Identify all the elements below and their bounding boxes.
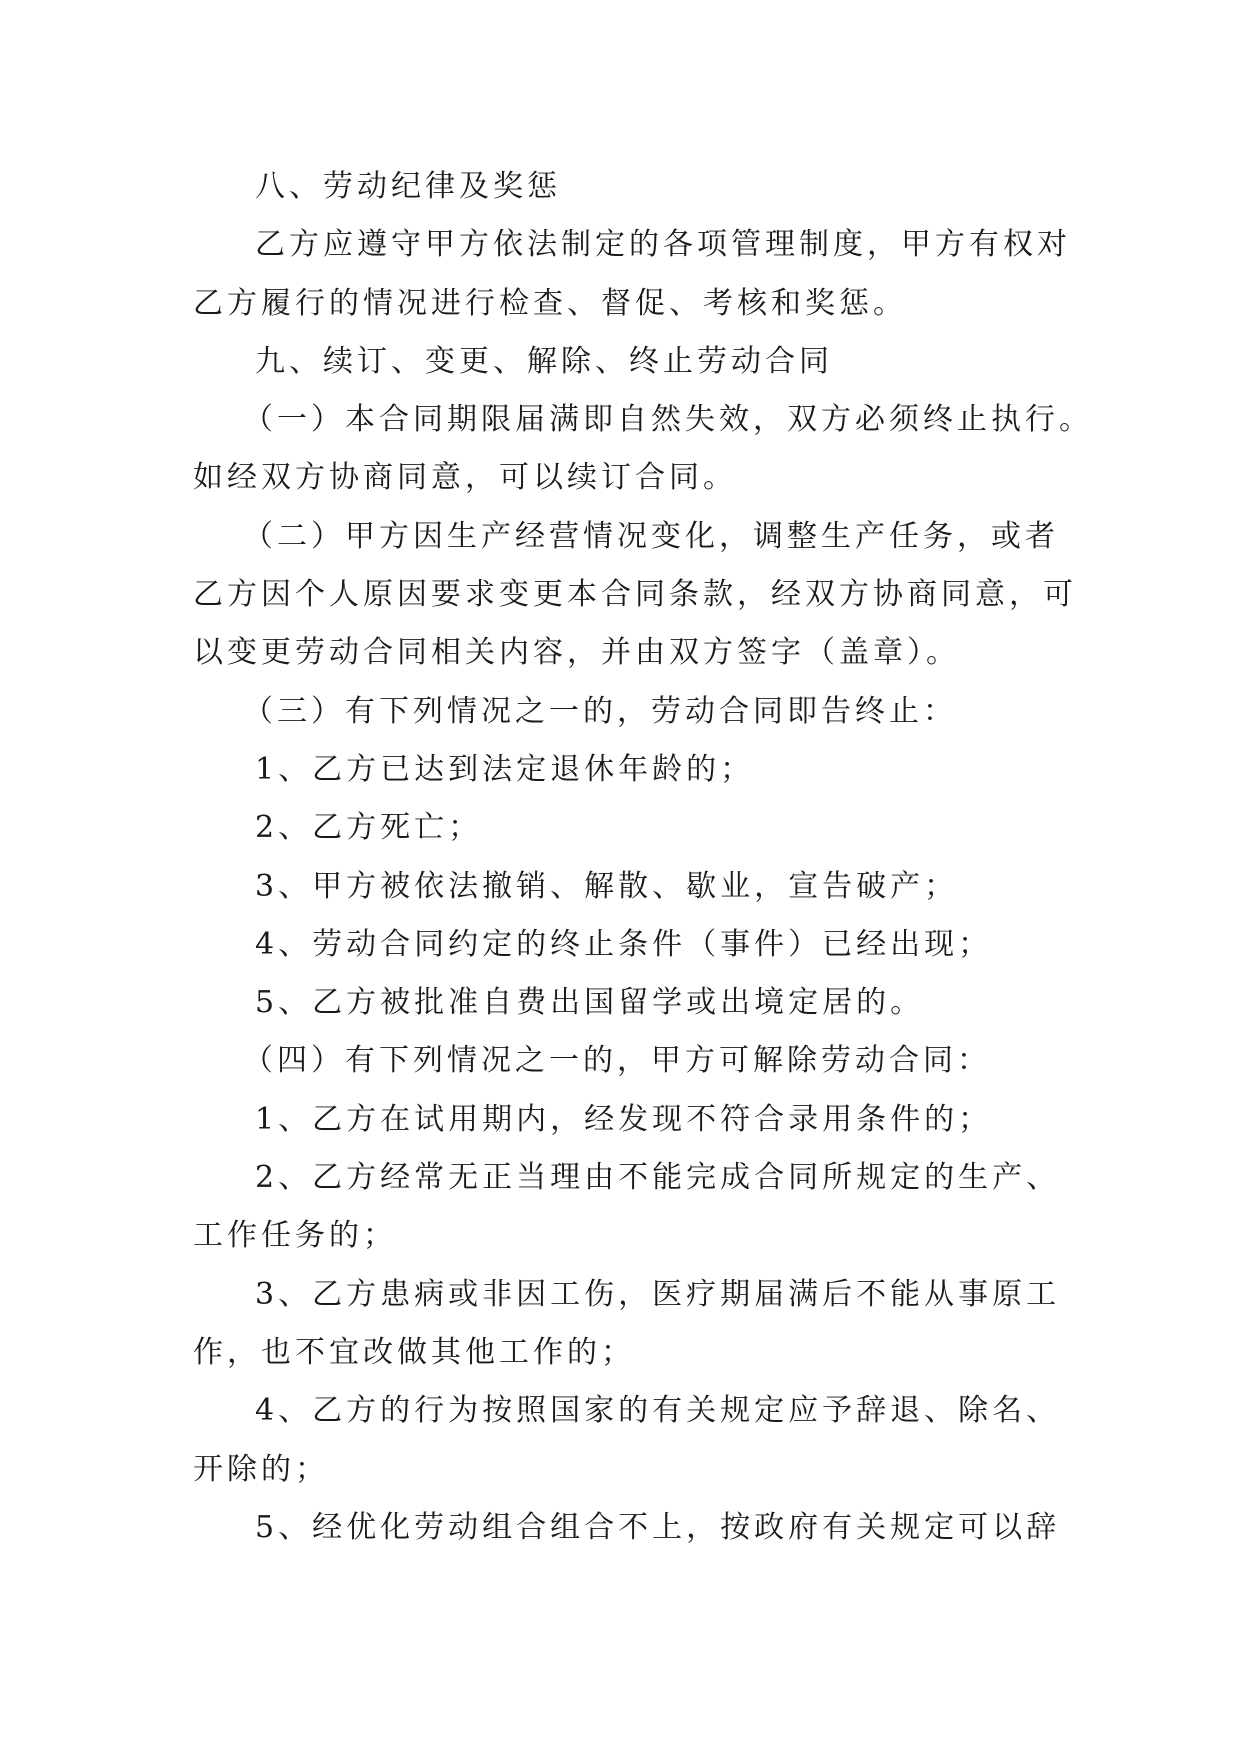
paragraph-line: （二）甲方因生产经营情况变化，调整生产任务，或者 [243,518,1059,554]
list-item: 1、乙方在试用期内，经发现不符合录用条件的； [255,1101,993,1137]
paragraph-line: 乙方履行的情况进行检查、督促、考核和奖惩。 [193,285,907,321]
paragraph-line: （三）有下列情况之一的，劳动合同即告终止： [243,693,957,729]
paragraph-line: （四）有下列情况之一的，甲方可解除劳动合同： [243,1043,991,1079]
list-item-continuation: 作，也不宜改做其他工作的； [193,1334,635,1370]
list-item: 4、劳动合同约定的终止条件（事件）已经出现； [255,926,993,962]
list-item-continuation: 开除的； [193,1451,329,1487]
list-item: 2、乙方死亡； [255,810,483,846]
list-item: 5、乙方被批准自费出国留学或出境定居的。 [255,985,925,1021]
paragraph-line: （一）本合同期限届满即自然失效，双方必须终止执行。 [243,402,1093,438]
section-heading-9: 九、续订、变更、解除、终止劳动合同 [255,343,833,379]
paragraph-line: 以变更劳动合同相关内容，并由双方签字（盖章）。 [193,635,960,671]
paragraph-line: 乙方因个人原因要求变更本合同条款，经双方协商同意，可 [193,577,1077,613]
document-body [193,158,1093,1557]
list-item: 5、经优化劳动组合组合不上，按政府有关规定可以辞 [255,1509,1061,1545]
paragraph-line: 乙方应遵守甲方依法制定的各项管理制度，甲方有权对 [255,227,1071,263]
list-item: 2、乙方经常无正当理由不能完成合同所规定的生产、 [255,1160,1061,1196]
list-item-continuation: 工作任务的； [193,1218,397,1254]
list-item: 3、甲方被依法撤销、解散、歇业，宣告破产； [255,868,959,904]
list-item: 1、乙方已达到法定退休年龄的； [255,751,755,787]
list-item: 4、乙方的行为按照国家的有关规定应予辞退、除名、 [255,1393,1061,1429]
list-item: 3、乙方患病或非因工伤，医疗期届满后不能从事原工 [255,1276,1061,1312]
section-heading-8: 八、劳动纪律及奖惩 [255,169,561,204]
paragraph-line: 如经双方协商同意，可以续订合同。 [193,460,737,496]
